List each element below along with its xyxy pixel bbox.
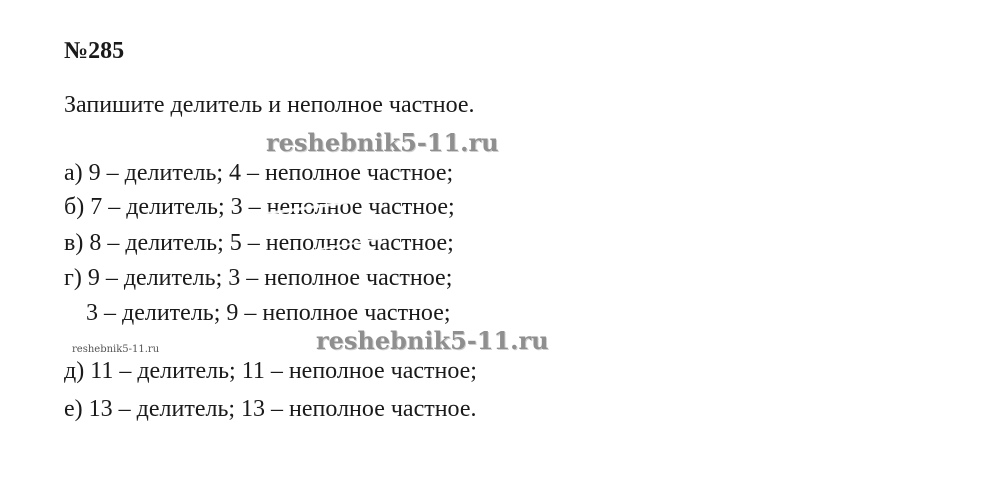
watermark-streak [565,180,675,233]
exercise-prompt: Запишите делитель и неполное частное. [64,92,475,118]
watermark-top: reshebnik5-11.ru [266,128,499,157]
watermark-middle: reshebnik5-11.ru [316,326,549,355]
answer-a: а) 9 – делитель; 4 – неполное частное; [64,160,454,186]
answer-e: е) 13 – делитель; 13 – неполное частное. [64,396,477,422]
watermark-small: reshebnik5-11.ru [72,344,160,355]
answer-g: г) 9 – делитель; 3 – неполное частное; [64,265,453,291]
answer-b: б) 7 – делитель; 3 – неполное частное; [64,194,455,220]
answer-d: д) 11 – делитель; 11 – неполное частное; [64,358,477,384]
answer-v: в) 8 – делитель; 5 – неполное частное; [64,230,454,256]
exercise-number: №285 [64,38,125,64]
answer-g-continued: 3 – делитель; 9 – неполное частное; [86,300,451,326]
